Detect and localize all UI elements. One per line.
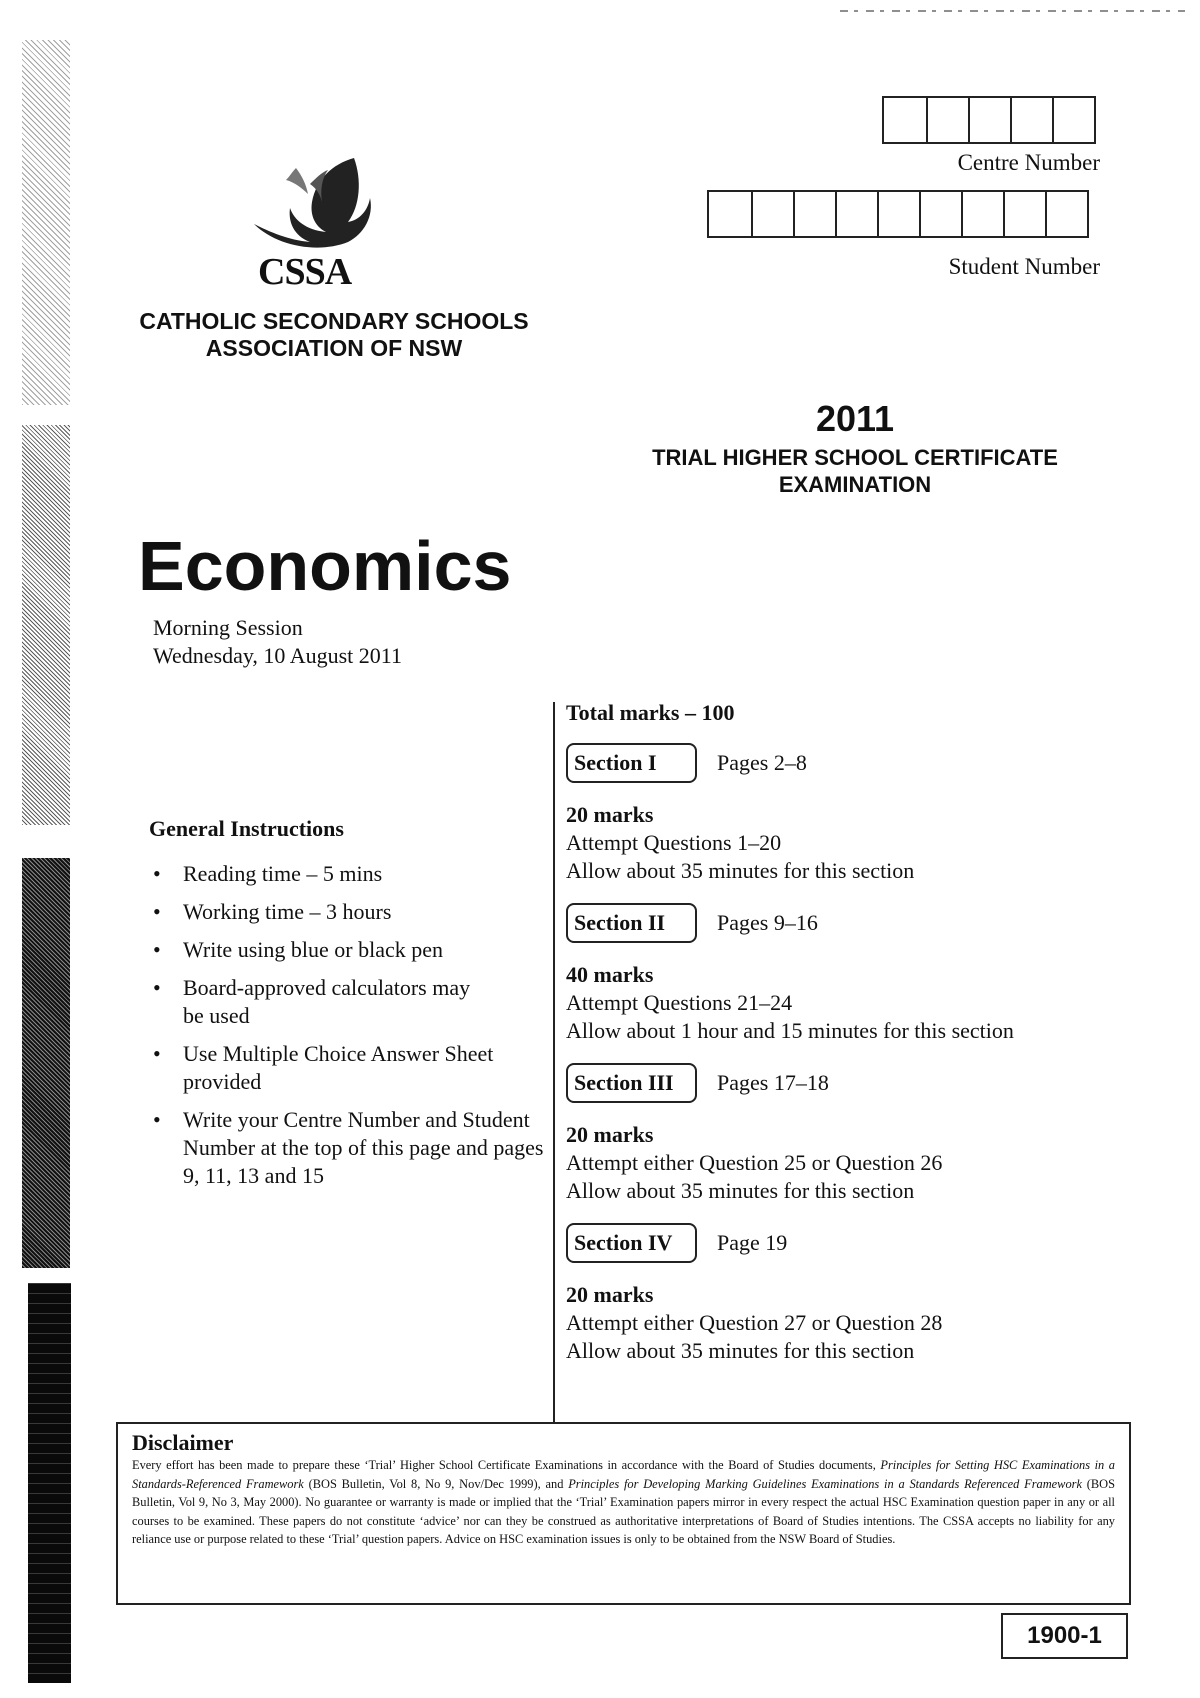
number-cell[interactable] [968, 98, 1010, 142]
centre-number-label: Centre Number [957, 150, 1100, 175]
section-1-time: Allow about 35 minutes for this section [566, 858, 915, 883]
number-cell[interactable] [877, 192, 919, 236]
exam-title-line-1: TRIAL HIGHER SCHOOL CERTIFICATE [652, 445, 1058, 470]
exam-title-line-2: EXAMINATION [778, 472, 932, 497]
scan-artifact [840, 10, 1185, 12]
section-4-label: Section IV [566, 1223, 697, 1263]
scan-artifact [28, 1283, 71, 1683]
section-2-attempt: Attempt Questions 21–24 [566, 990, 793, 1015]
number-cell[interactable] [1045, 192, 1087, 236]
number-cell[interactable] [1003, 192, 1045, 236]
exam-title [585, 444, 1125, 498]
section-4-attempt: Attempt either Question 27 or Question 28 [566, 1310, 943, 1335]
section-3-label: Section III [566, 1063, 697, 1103]
instruction-item: • Reading time – 5 mins [149, 860, 549, 888]
section-2-label: Section II [566, 903, 697, 943]
section-3-time: Allow about 35 minutes for this section [566, 1178, 915, 1203]
section-4-marks: 20 marks [566, 1282, 654, 1307]
number-cell[interactable] [1052, 98, 1094, 142]
subject-title: Economics [138, 527, 512, 605]
number-cell[interactable] [751, 192, 793, 236]
org-line-1: CATHOLIC SECONDARY SCHOOLS [139, 308, 529, 334]
disclaimer-text: (BOS Bulletin, Vol 8, No 9, Nov/Dec 1999), and [303, 1476, 569, 1491]
paper-code: 1900-1 [1001, 1613, 1128, 1659]
section-3-row [566, 1061, 1086, 1105]
number-cell[interactable] [919, 192, 961, 236]
section-2-time: Allow about 1 hour and 15 minutes for this section [566, 1018, 1014, 1043]
disclaimer-title: Disclaimer [132, 1430, 234, 1455]
scan-artifact [22, 858, 70, 1268]
scan-artifact [22, 40, 70, 405]
section-1-pages: Pages 2–8 [717, 750, 807, 775]
section-3-attempt: Attempt either Question 25 or Question 26 [566, 1150, 943, 1175]
section-3-pages: Pages 17–18 [717, 1070, 829, 1095]
section-3-marks: 20 marks [566, 1122, 654, 1147]
section-4-time: Allow about 35 minutes for this section [566, 1338, 915, 1363]
disclaimer-body [132, 1456, 1115, 1549]
session-info [153, 614, 402, 670]
org-line-2: ASSOCIATION OF NSW [205, 335, 463, 361]
number-cell[interactable] [835, 192, 877, 236]
exam-date: Wednesday, 10 August 2011 [153, 643, 402, 668]
section-4-row [566, 1221, 1086, 1265]
disclaimer-text: Every effort has been made to prepare these ‘Trial’ Higher School Certificate Examinations in accordance with the Board of Studies documents, [132, 1458, 881, 1472]
general-instructions-heading: General Instructions [149, 816, 344, 841]
disclaimer-text: (BOS Bulletin, Vol 9, No 3, May 2000). No guarantee or warranty is made or implied that the ‘Trial’ Examination papers mirror in every respect the actual HSC Examination question paper in any or all courses to be examined. These papers do not constitute ‘advice’ nor can they be construed as authoritative interpretations of Board of Studies intentions. The CSSA accepts no liability for any reliance use or purpose related to these ‘Trial’ question papers. Advice on HSC examination issues is only to be obtained from the NSW Board of Studies. [132, 1476, 1116, 1546]
instruction-item: • Board-approved calculators may be used [149, 974, 473, 1030]
centre-number-boxes[interactable] [882, 96, 1096, 144]
student-number-boxes[interactable] [707, 190, 1089, 238]
section-4-pages: Page 19 [717, 1230, 788, 1255]
instruction-item: • Use Multiple Choice Answer Sheet provided [149, 1040, 503, 1096]
number-cell[interactable] [1010, 98, 1052, 142]
marks-column [566, 699, 1086, 1365]
section-2-row [566, 901, 1086, 945]
logo-acronym: CSSA [258, 251, 352, 293]
section-2-marks: 40 marks [566, 962, 654, 987]
section-1-label: Section I [566, 743, 697, 783]
number-cell[interactable] [926, 98, 968, 142]
number-cell[interactable] [961, 192, 1003, 236]
instruction-item: • Write your Centre Number and Student Number at the top of this page and pages 9, 11, 13 and 15 [149, 1106, 553, 1190]
disclaimer-doc-title: Principles for Developing Marking Guidelines Examinations in a Standards Referenced Framework [568, 1476, 1082, 1491]
exam-year: 2011 [815, 398, 895, 439]
section-1-row [566, 741, 1086, 785]
scan-artifact [22, 425, 70, 825]
instruction-item: • Write using blue or black pen [149, 936, 549, 964]
instruction-item: • Working time – 3 hours [149, 898, 549, 926]
general-instructions-list [149, 860, 549, 1200]
disclaimer-box [116, 1422, 1131, 1605]
session-name: Morning Session [153, 615, 303, 640]
number-cell[interactable] [793, 192, 835, 236]
section-1-attempt: Attempt Questions 1–20 [566, 830, 782, 855]
total-marks: Total marks – 100 [566, 700, 735, 725]
column-divider [553, 702, 555, 1424]
number-cell[interactable] [884, 98, 926, 142]
section-1-marks: 20 marks [566, 802, 654, 827]
logo-org-name [118, 308, 550, 362]
number-cell[interactable] [709, 192, 751, 236]
disclaimer-doc-title: Principles for Setting HSC Examinations in a Standards-Referenced Framework [132, 1458, 1116, 1491]
section-2-pages: Pages 9–16 [717, 910, 818, 935]
student-number-label: Student Number [948, 254, 1100, 279]
